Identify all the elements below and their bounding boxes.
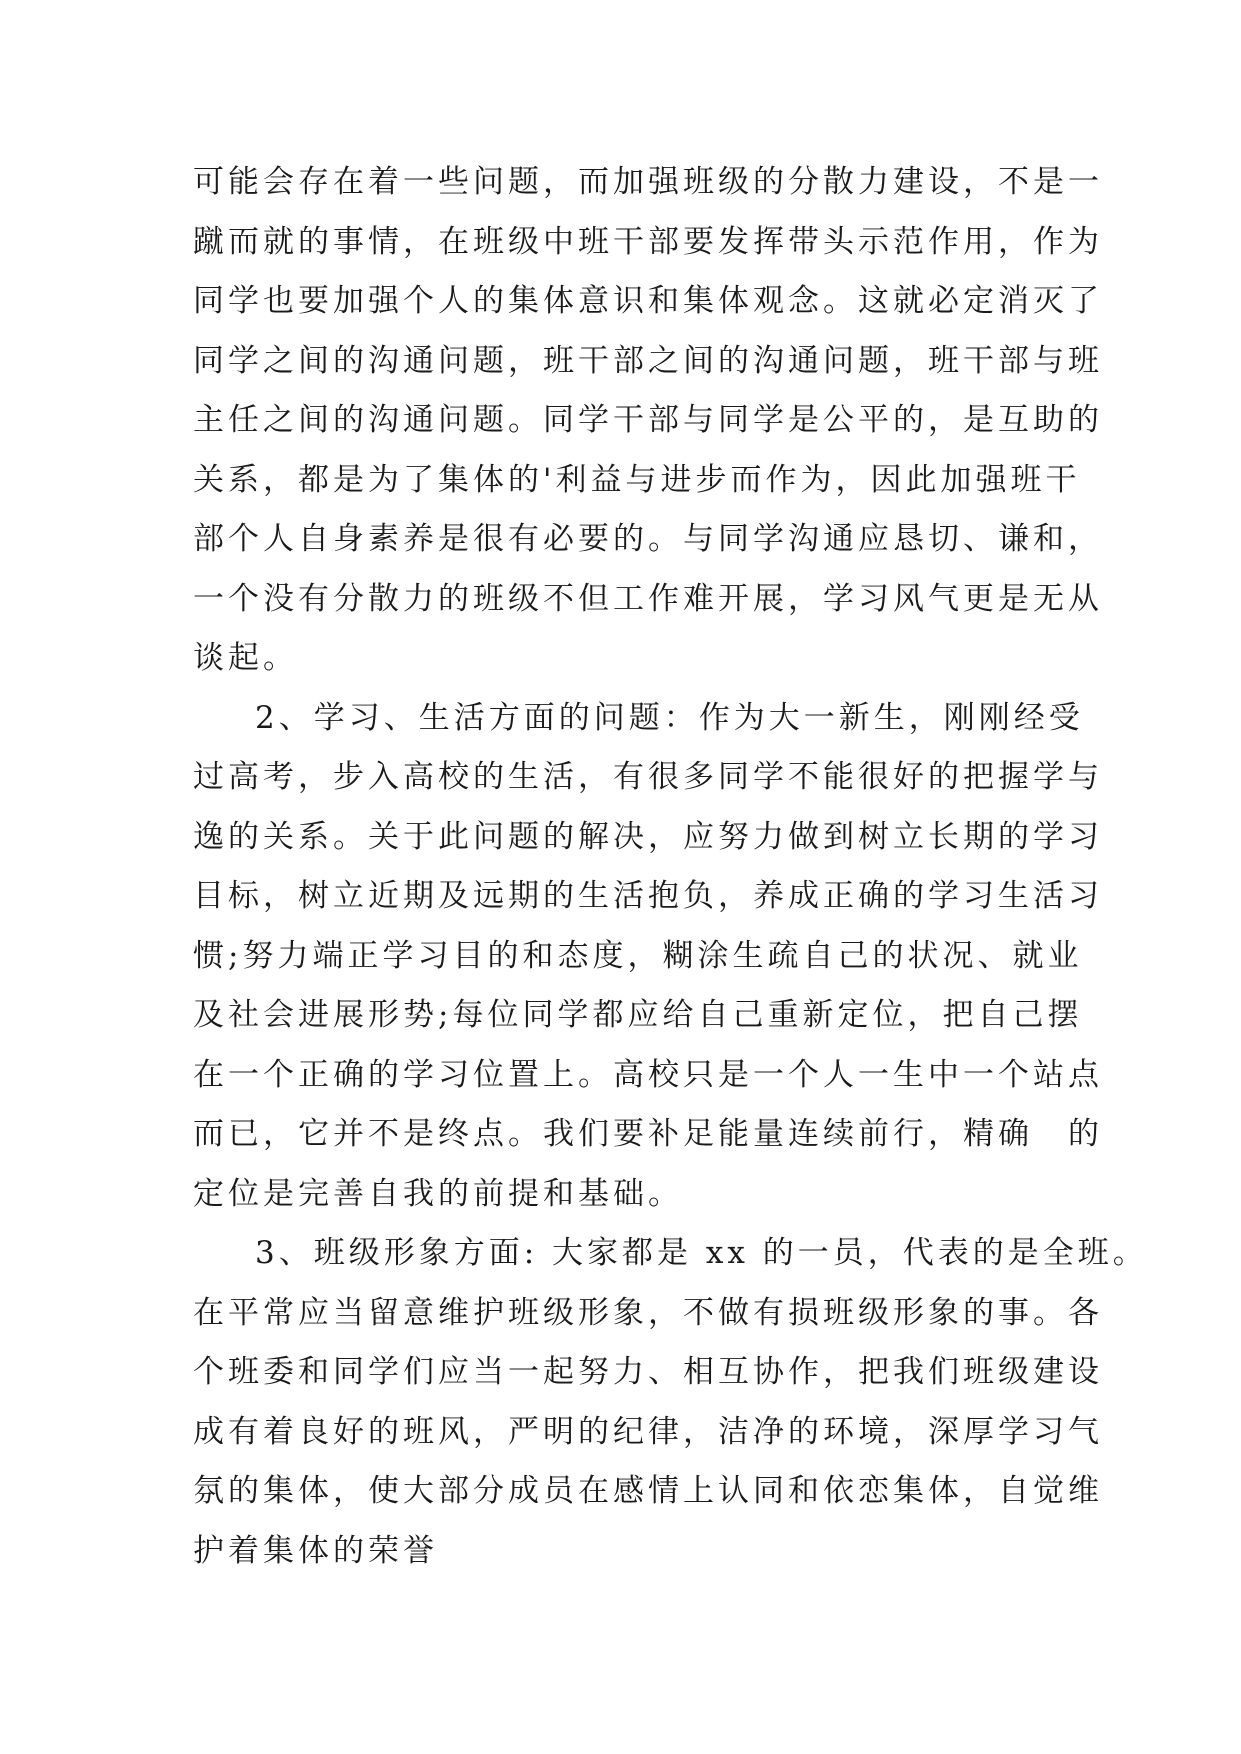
text-line: 主任之间的沟通问题。同学干部与同学是公平的，是互助的 xyxy=(193,402,1103,438)
text-line: 可能会存在着一些问题，而加强班级的分散力建设，不是一 xyxy=(193,164,1103,200)
text-line: 逸的关系。关于此问题的解决，应努力做到树立长期的学习 xyxy=(193,818,1103,855)
text-line-indented: 3、班级形象方面: 大家都是 xx 的一员，代表的是全班。 xyxy=(255,1235,1148,1271)
text-line: 一个没有分散力的班级不但工作难开展，学习风气更是无从 xyxy=(193,580,1103,617)
text-line: 护着集体的荣誉 xyxy=(193,1532,438,1569)
text-line: 在平常应当留意维护班级形象，不做有损班级形象的事。各 xyxy=(193,1294,1103,1331)
text-line: 个班委和同学们应当一起努力、相互协作，把我们班级建设 xyxy=(193,1354,1103,1390)
paragraph-2 xyxy=(193,689,1103,1225)
text-line: 目标，树立近期及远期的生活抱负，养成正确的学习生活习 xyxy=(193,878,1103,914)
document-body xyxy=(193,153,1148,1581)
paragraph-3 xyxy=(193,1224,1148,1581)
text-line: 氛的集体，使大部分成员在感情上认同和依恋集体，自觉维 xyxy=(193,1473,1103,1509)
text-line: 关系，都是为了集体的'利益与进步而作为，因此加强班干 xyxy=(193,461,1081,498)
text-line: 谈起。 xyxy=(193,640,298,676)
text-line: 而已，它并不是终点。我们要补足能量连续前行，精确 的 xyxy=(193,1116,1103,1152)
text-line: 部个人自身素养是很有必要的。与同学沟通应恳切、谦和， xyxy=(193,521,1103,557)
paragraph-1 xyxy=(193,153,1103,689)
text-line: 蹴而就的事情，在班级中班干部要发挥带头示范作用，作为 xyxy=(193,223,1103,260)
text-line: 过高考，步入高校的生活，有很多同学不能很好的把握学与 xyxy=(193,759,1103,795)
text-line: 定位是完善自我的前提和基础。 xyxy=(193,1175,683,1212)
text-line: 成有着良好的班风，严明的纪律，洁净的环境，深厚学习气 xyxy=(193,1413,1103,1450)
text-line: 在一个正确的学习位置上。高校只是一个人一生中一个站点 xyxy=(193,1056,1103,1093)
text-line: 同学之间的沟通问题，班干部之间的沟通问题，班干部与班 xyxy=(193,342,1103,379)
text-line: 惯;努力端正学习目的和态度，糊涂生疏自己的状况、就业 xyxy=(193,937,1083,974)
text-line: 及社会进展形势;每位同学都应给自己重新定位，把自己摆 xyxy=(193,997,1083,1033)
text-line: 同学也要加强个人的集体意识和集体观念。这就必定消灭了 xyxy=(193,283,1103,319)
text-line-indented: 2、学习、生活方面的问题：作为大一新生，刚刚经受 xyxy=(255,699,1084,736)
